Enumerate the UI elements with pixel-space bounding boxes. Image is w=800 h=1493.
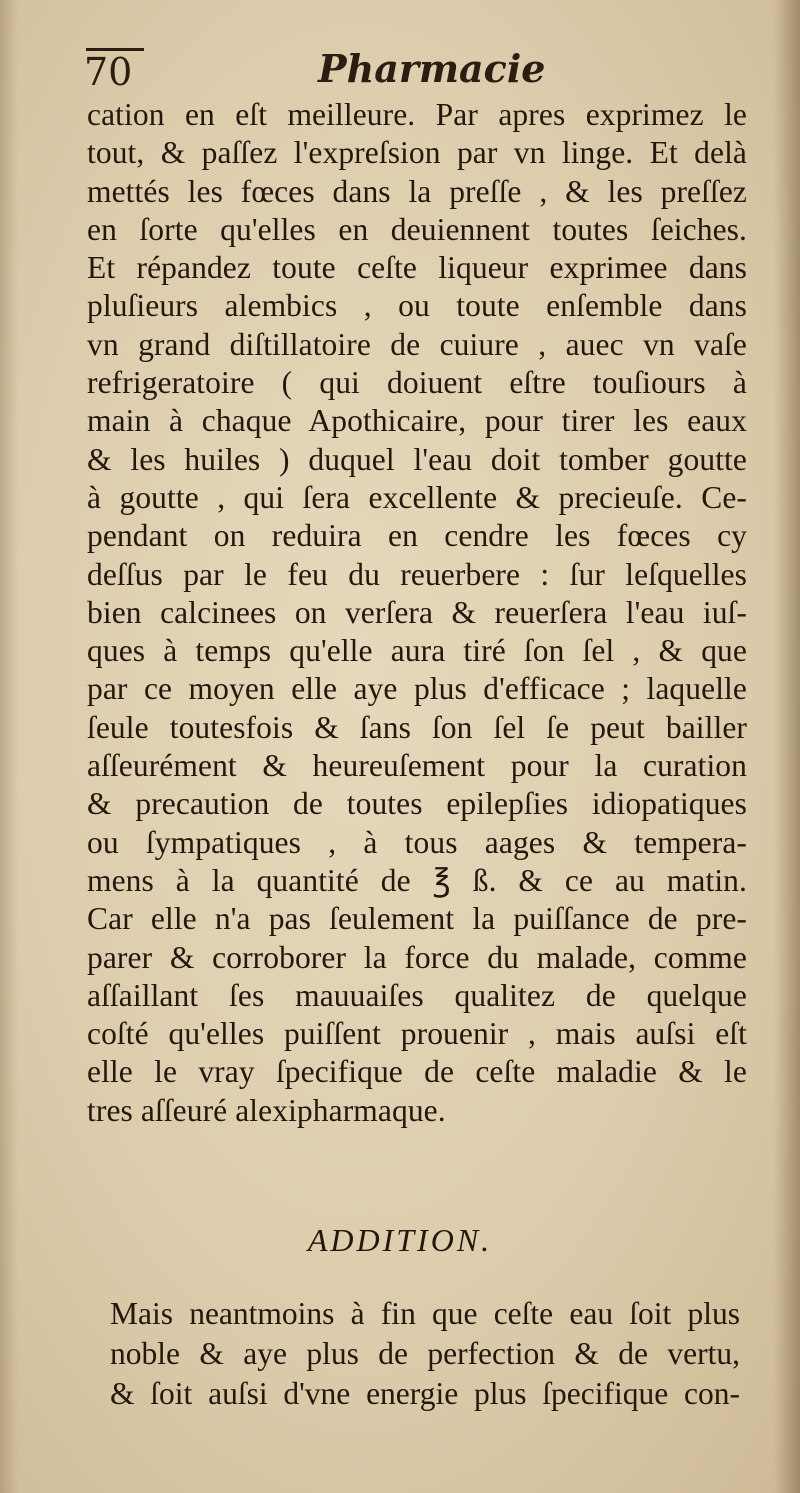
page-header xyxy=(0,38,800,98)
text-line: aſſaillant ſes mauuaiſes qualitez de quelque xyxy=(87,977,747,1013)
page-number: 70 xyxy=(84,50,133,94)
text-line: coſté qu'elles puiſſent prouenir , mais auſsi eſt xyxy=(87,1016,747,1052)
text-line: à goutte , qui ſera excellente & precieuſe. Ce- xyxy=(87,479,747,515)
text-line: & precaution de toutes epilepſies idiopatiques xyxy=(87,786,747,822)
text-line: vn grand diſtillatoire de cuiure , auec vn vaſe xyxy=(87,326,747,362)
text-line: refrigeratoire ( qui doiuent eſtre touſiours à xyxy=(87,365,747,401)
text-line: pluſieurs alembics , ou toute enſemble dans xyxy=(87,288,747,324)
text-line: tout, & paſſez l'expreſsion par vn linge. Et delà xyxy=(87,135,747,171)
text-line: parer & corroborer la force du malade, comme xyxy=(87,939,747,975)
section-heading: ADDITION. xyxy=(307,1222,493,1258)
page-gutter-shadow xyxy=(0,0,18,1493)
text-line: deſſus par le feu du reuerbere : ſur leſquelles xyxy=(87,556,747,592)
text-line: elle le vray ſpecifique de ceſte maladie & le xyxy=(87,1054,747,1090)
text-line: Car elle n'a pas ſeulement la puiſſance de pre- xyxy=(87,901,747,937)
main-text-block xyxy=(87,96,747,1130)
running-head: Pharmacie xyxy=(318,46,546,91)
text-line: Et répandez toute ceſte liqueur exprimee dans xyxy=(87,250,747,286)
text-line: bien calcinees on verſera & reuerſera l'eau iuſ- xyxy=(87,594,747,630)
text-line: mens à la quantité de ℥ ß. & ce au matin. xyxy=(87,862,747,898)
text-line: aſſeurément & heureuſement pour la curation xyxy=(87,748,747,784)
text-line: & ſoit auſsi d'vne energie plus ſpecifique con- xyxy=(110,1376,740,1411)
text-line: ques à temps qu'elle aura tiré ſon ſel , & que xyxy=(87,633,747,669)
text-line: cation en eſt meilleure. Par apres exprimez le xyxy=(87,97,747,132)
text-line: par ce moyen elle aye plus d'efficace ; laquelle xyxy=(87,671,747,707)
text-line: tres aſſeuré alexipharmaque. xyxy=(87,1092,446,1128)
text-line: main à chaque Apothicaire, pour tirer les eaux xyxy=(87,403,747,439)
text-line: Mais neantmoins à fin que ceſte eau ſoit plus xyxy=(110,1296,740,1331)
addition-text-block xyxy=(110,1294,740,1414)
page-edge-shadow xyxy=(774,0,800,1493)
text-line: en ſorte qu'elles en deuiennent toutes ſeiches. xyxy=(87,211,747,247)
text-line: & les huiles ) duquel l'eau doit tomber goutte xyxy=(87,441,747,477)
text-line: mettés les fœces dans la preſſe , & les preſſez xyxy=(87,173,747,209)
text-line: noble & aye plus de perfection & de vertu, xyxy=(110,1336,740,1371)
text-line: ou ſympatiques , à tous aages & tempera- xyxy=(87,824,747,860)
text-line: pendant on reduira en cendre les fœces cy xyxy=(87,518,747,554)
text-line: ſeule toutesfois & ſans ſon ſel ſe peut bailler xyxy=(87,709,747,745)
